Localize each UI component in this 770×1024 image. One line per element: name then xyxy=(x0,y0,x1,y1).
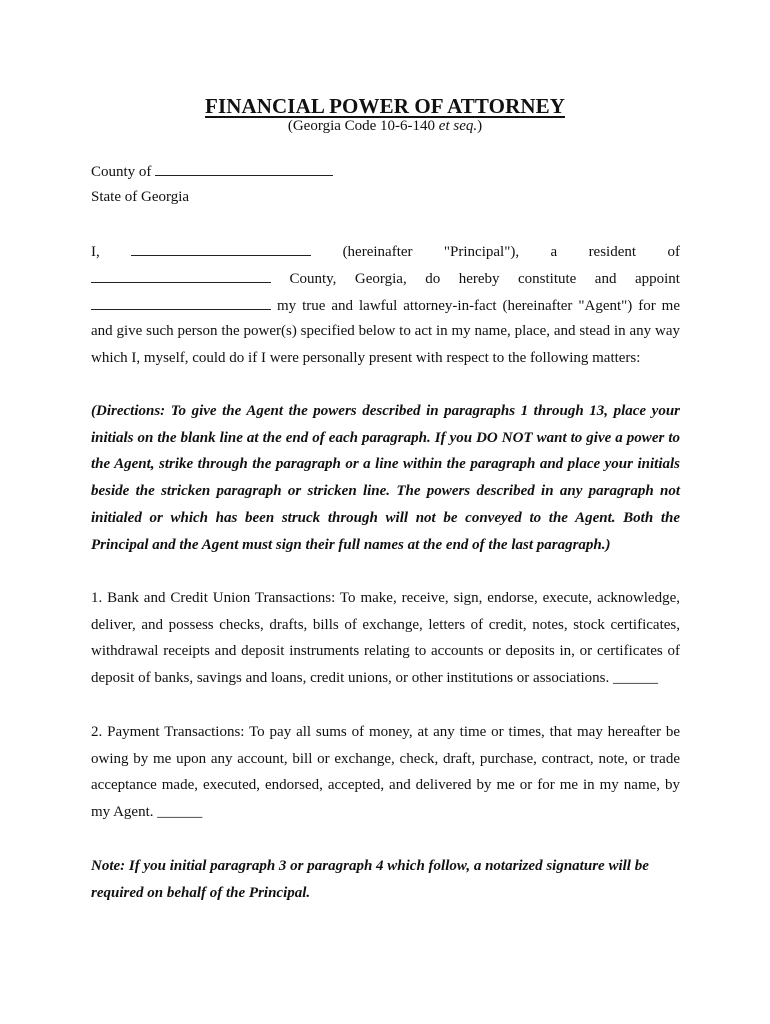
intro-word: resident xyxy=(588,244,637,260)
subtitle-main: (Georgia Code 10-6-140 xyxy=(287,118,439,134)
intro-word: "Principal"), xyxy=(443,244,520,260)
document-title: FINANCIAL POWER OF ATTORNEY xyxy=(205,94,565,118)
paragraph-2-initial-blank[interactable]: ______ xyxy=(157,804,203,821)
paragraph-1-initial-blank[interactable]: ______ xyxy=(613,670,659,687)
intro-word: appoint xyxy=(634,271,680,287)
paragraph-2 xyxy=(91,719,680,826)
subtitle-italic: et seq. xyxy=(438,118,478,134)
intro-paragraph: and give such person the power(s) specified below to act in my name, place, and stead in any way which I, myself, could do if I were personally present with respect to the following matters: xyxy=(91,323,680,366)
intro-word: (hereinafter xyxy=(342,244,413,260)
intro-word: do xyxy=(425,271,441,287)
intro-word: County, xyxy=(289,271,337,287)
intro-word: I, xyxy=(91,244,100,260)
county-blank[interactable] xyxy=(155,162,333,176)
agent-name-blank[interactable] xyxy=(91,296,271,310)
intro-line-2 xyxy=(91,269,680,288)
paragraph-1-text: 1. Bank and Credit Union Transactions: To make, receive, sign, endorse, execute, acknowledge, deliver, and possess checks, drafts, bills of exchange, letters of credit, notes, stock certificates, withdrawal receipts and deposit instruments relating to accounts or deposits in, or certificates of deposit of banks, savings and loans, credit unions, or other institutions or associations. xyxy=(91,590,680,687)
principal-name-blank[interactable] xyxy=(131,242,311,256)
document-subtitle xyxy=(0,118,770,135)
state-label: State of Georgia xyxy=(91,189,190,205)
principal-county-blank[interactable] xyxy=(91,269,271,283)
intro-word: and xyxy=(594,271,617,287)
directions-paragraph: (Directions: To give the Agent the powers described in paragraphs 1 through 13, place your initials on the blank line at the end of each paragraph. If you DO NOT want to give a power to the Agent, strike through the paragraph or a line within the paragraph and place your initials beside the stricken paragraph or stricken line. The powers described in any paragraph not initialed or which has been struck through will not be conveyed to the Agent. Both the Principal and the Agent must sign their full names at the end of the last paragraph.) xyxy=(91,403,680,553)
note-paragraph: Note: If you initial paragraph 3 or paragraph 4 which follow, a notarized signature will be required on behalf of the Principal. xyxy=(91,858,649,901)
intro-word: hereby xyxy=(458,271,500,287)
intro-word: a xyxy=(550,244,558,260)
county-label: County of xyxy=(91,164,152,180)
subtitle-close: ) xyxy=(477,118,483,134)
intro-word: constitute xyxy=(517,271,577,287)
paragraph-1 xyxy=(91,585,680,692)
intro-line-3 xyxy=(91,296,680,315)
county-line xyxy=(91,162,333,181)
intro-line-1 xyxy=(91,242,680,261)
intro-word: of xyxy=(667,244,680,260)
intro-line-3-text: my true and lawful attorney-in-fact (hereinafter "Agent") for me xyxy=(277,298,680,314)
intro-word: Georgia, xyxy=(354,271,407,287)
paragraph-2-text: 2. Payment Transactions: To pay all sums of money, at any time or times, that may hereafter be owing by me upon any account, bill or exchange, check, draft, purchase, contract, note, or trade acceptance made, executed, endorsed, accepted, and delivered by me or for me in my name, by my Agent. xyxy=(91,724,680,821)
